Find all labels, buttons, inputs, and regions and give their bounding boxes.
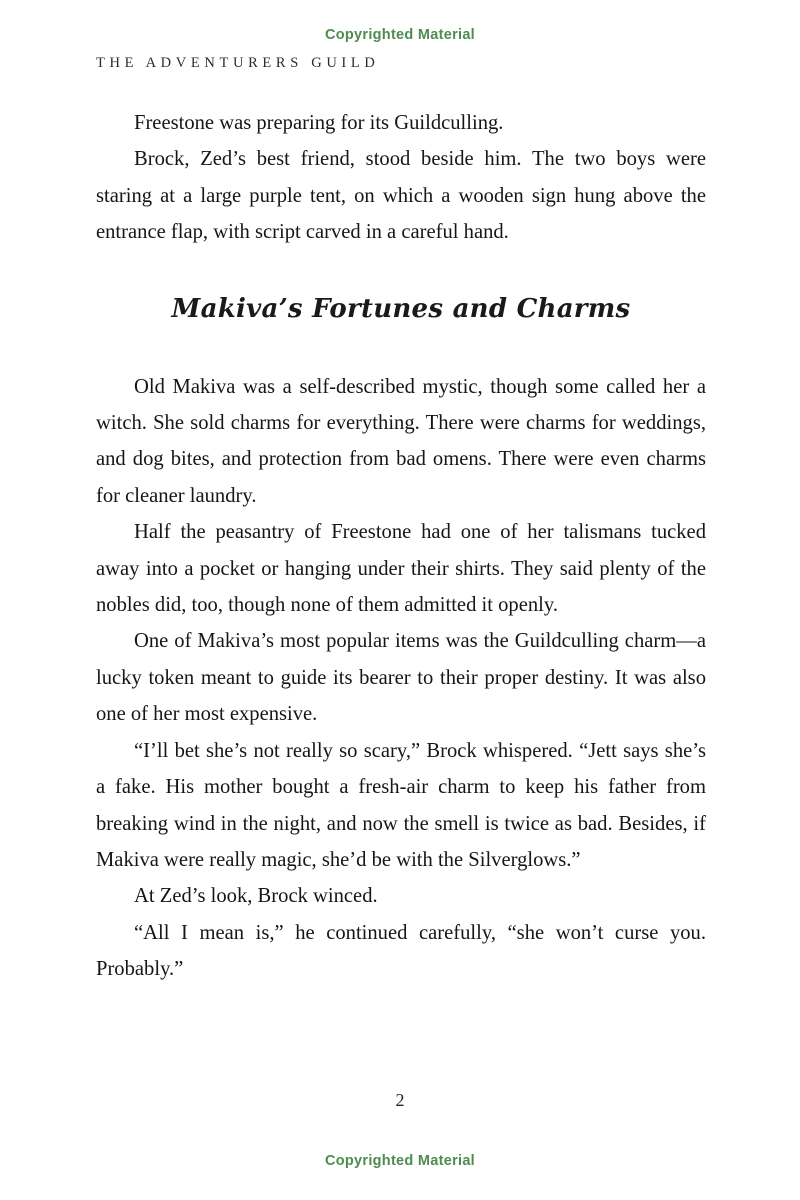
running-header: THE ADVENTURERS GUILD: [96, 55, 380, 71]
body-text-block: [96, 105, 706, 988]
paragraph: Freestone was preparing for its Guildculling.: [134, 112, 504, 134]
paragraph: One of Makiva’s most popular items was the Guildculling charm—a lucky token meant to guide its bearer to their proper destiny. It was also one of her most expensive.: [96, 630, 706, 726]
copyright-notice-top: Copyrighted Material: [324, 27, 475, 43]
copyright-notice-bottom: Copyrighted Material: [324, 1153, 475, 1169]
paragraph: At Zed’s look, Brock winced.: [134, 885, 378, 908]
paragraph: “I’ll bet she’s not really so scary,” Brock whispered. “Jett says she’s a fake. His mother bought a fresh-air charm to keep his father from breaking wind in the night, and now the smell is twice as bad. Besides, if Makiva were really magic, she’d be with the Silverglows.”: [96, 739, 706, 871]
paragraph: Brock, Zed’s best friend, stood beside him. The two boys were staring at a large purple tent, on which a wooden sign hung above the entrance flap, with script carved in a careful hand.: [96, 148, 706, 244]
paragraph: “All I mean is,” he continued carefully, “she won’t curse you. Probably.”: [96, 921, 706, 981]
section-heading: Makiva’s Fortunes and Charms: [171, 293, 631, 324]
paragraph: Old Makiva was a self-described mystic, though some called her a witch. She sold charms for everything. There were charms for weddings, and dog bites, and protection from bad omens. There were even charms for cleaner laundry.: [96, 375, 706, 507]
paragraph: Half the peasantry of Freestone had one of her talismans tucked away into a pocket or hanging under their shirts. They said plenty of the nobles did, too, though none of them admitted it openly.: [96, 521, 706, 617]
page-number: 2: [395, 1090, 405, 1110]
